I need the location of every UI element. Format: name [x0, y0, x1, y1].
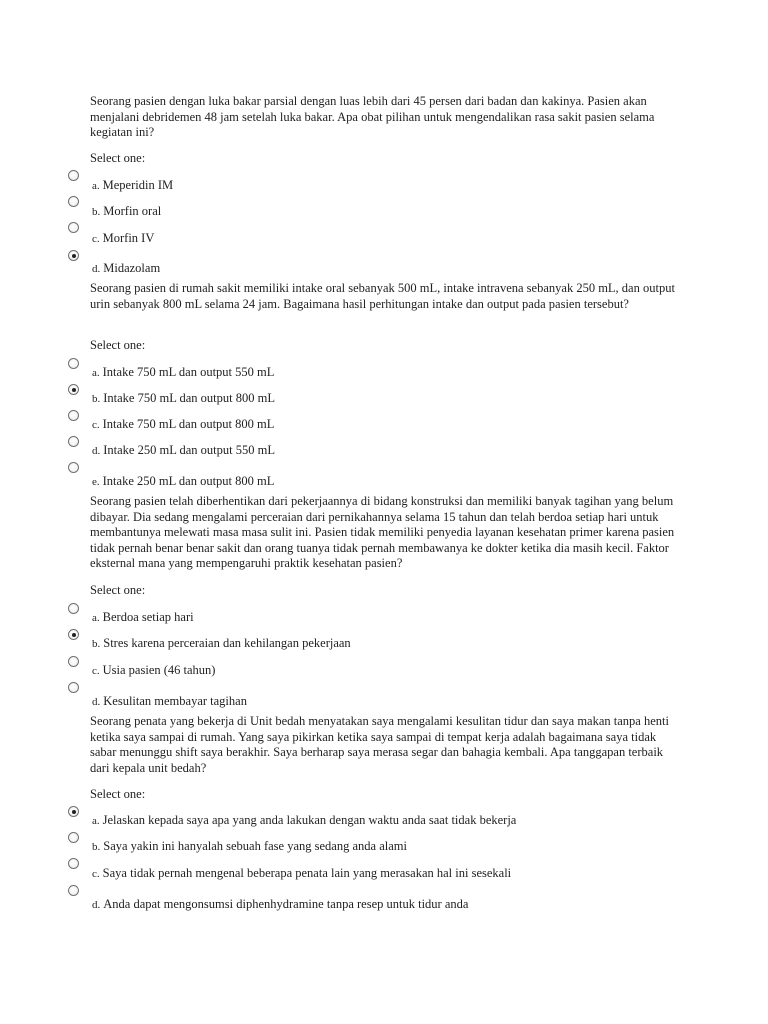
option-letter: a.: [92, 815, 100, 827]
question-3-option-c-radio[interactable]: [68, 656, 79, 667]
question-1-option-d-radio[interactable]: [68, 250, 79, 261]
question-1-option-c[interactable]: [92, 231, 154, 247]
question-3-option-c[interactable]: [92, 663, 215, 679]
option-text: Intake 250 mL dan output 800 mL: [102, 474, 275, 488]
option-letter: d.: [92, 445, 101, 457]
question-2-option-c[interactable]: [92, 417, 274, 433]
option-letter: b.: [92, 841, 101, 853]
option-letter: a.: [92, 612, 100, 624]
question-4-option-a-radio[interactable]: [68, 806, 79, 817]
question-2-option-c-radio[interactable]: [68, 410, 79, 421]
option-letter: c.: [92, 868, 100, 880]
option-letter: b.: [92, 638, 101, 650]
question-3-option-d-radio[interactable]: [68, 682, 79, 693]
question-3-text: Seorang pasien telah diberhentikan dari pekerjaannya di bidang konstruksi dan memiliki banyak tagihan yang belum dibayar. Dia sedang mengalami perceraian dari pernikahannya selama 15 tahun dan telah berdoa setiap hari untuk membantunya melewati masa masa sulit ini. Pasien tidak memiliki penyedia layanan kesehatan primer karena pasien tidak pernah benar benar sakit dan orang tuanya tidak pernah membawanya ke dokter ketika dia masih kecil. Faktor eksternal mana yang mempengaruhi praktik kesehatan pasien?: [90, 494, 675, 570]
question-2-option-b-radio[interactable]: [68, 384, 79, 395]
option-text: Meperidin IM: [102, 178, 174, 192]
question-1-option-c-radio[interactable]: [68, 222, 79, 233]
option-text: Berdoa setiap hari: [102, 610, 194, 624]
question-2-option-e[interactable]: [92, 474, 274, 490]
option-letter: a.: [92, 367, 100, 379]
question-3-option-a[interactable]: [92, 610, 194, 626]
option-text: Intake 250 mL dan output 550 mL: [103, 443, 275, 457]
question-2-option-d-radio[interactable]: [68, 436, 79, 447]
option-text: Jelaskan kepada saya apa yang anda lakukan dengan waktu anda saat tidak bekerja: [102, 813, 517, 827]
question-4-option-c[interactable]: [92, 866, 511, 882]
question-1-text: Seorang pasien dengan luka bakar parsial dengan luas lebih dari 45 persen dari badan dan kakinya. Pasien akan menjalani debridemen 48 jam setelah luka bakar. Apa obat pilihan untuk mengendalikan rasa sakit pasien selama kegiatan ini?: [90, 94, 655, 139]
option-text: Morfin IV: [102, 231, 155, 245]
question-1-option-b-radio[interactable]: [68, 196, 79, 207]
question-3-option-d[interactable]: [92, 694, 247, 710]
question-4-option-d[interactable]: [92, 897, 468, 913]
question-2-option-d[interactable]: [92, 443, 275, 459]
option-text: Kesulitan membayar tagihan: [103, 694, 247, 708]
option-text: Usia pasien (46 tahun): [102, 663, 216, 677]
question-1-option-a[interactable]: [92, 178, 173, 194]
option-letter: e.: [92, 476, 100, 488]
option-letter: c.: [92, 233, 100, 245]
question-2-option-a[interactable]: [92, 365, 274, 381]
option-text: Intake 750 mL dan output 550 mL: [102, 365, 275, 379]
question-4-select-one-label: Select one:: [90, 787, 146, 801]
option-text: Saya tidak pernah mengenal beberapa penata lain yang merasakan hal ini sesekali: [102, 866, 512, 880]
option-letter: d.: [92, 899, 101, 911]
question-1-option-d[interactable]: [92, 261, 160, 277]
option-text: Intake 750 mL dan output 800 mL: [103, 391, 275, 405]
question-4-option-d-radio[interactable]: [68, 885, 79, 896]
question-1-select-one-label: Select one:: [90, 151, 146, 165]
option-text: Intake 750 mL dan output 800 mL: [102, 417, 275, 431]
option-text: Stres karena perceraian dan kehilangan pekerjaan: [103, 636, 351, 650]
option-text: Saya yakin ini hanyalah sebuah fase yang sedang anda alami: [103, 839, 407, 853]
question-4-option-a[interactable]: [92, 813, 516, 829]
question-4-option-b[interactable]: [92, 839, 407, 855]
question-4-option-c-radio[interactable]: [68, 858, 79, 869]
option-letter: d.: [92, 696, 101, 708]
option-letter: c.: [92, 419, 100, 431]
question-1-option-a-radio[interactable]: [68, 170, 79, 181]
option-letter: c.: [92, 665, 100, 677]
question-3-select-one-label: Select one:: [90, 583, 146, 597]
question-3-option-a-radio[interactable]: [68, 603, 79, 614]
option-letter: b.: [92, 206, 101, 218]
question-4-option-b-radio[interactable]: [68, 832, 79, 843]
question-2-option-a-radio[interactable]: [68, 358, 79, 369]
question-4-text: Seorang penata yang bekerja di Unit bedah menyatakan saya mengalami kesulitan tidur dan saya makan tanpa henti ketika saya sampai di rumah. Yang saya pikirkan ketika saya sampai di tempat kerja adalah bagaimana saya tidak sabar menunggu shift saya berakhir. Saya berharap saya merasa segar dan bahagia kembali. Apa tanggapan terbaik dari kepala unit bedah?: [90, 714, 669, 775]
option-text: Anda dapat mengonsumsi diphenhydramine tanpa resep untuk tidur anda: [103, 897, 469, 911]
option-text: Morfin oral: [103, 204, 162, 218]
question-3-option-b[interactable]: [92, 636, 351, 652]
question-2-option-e-radio[interactable]: [68, 462, 79, 473]
option-letter: b.: [92, 393, 101, 405]
option-text: Midazolam: [103, 261, 161, 275]
question-2-text: Seorang pasien di rumah sakit memiliki intake oral sebanyak 500 mL, intake intravena sebanyak 250 mL, dan output urin sebanyak 800 mL selama 24 jam. Bagaimana hasil perhitungan intake dan output pada pasien tersebut?: [90, 281, 675, 311]
option-letter: a.: [92, 180, 100, 192]
option-letter: d.: [92, 263, 101, 275]
question-2-select-one-label: Select one:: [90, 338, 146, 352]
question-1-option-b[interactable]: [92, 204, 161, 220]
question-2-option-b[interactable]: [92, 391, 275, 407]
question-3-option-b-radio[interactable]: [68, 629, 79, 640]
